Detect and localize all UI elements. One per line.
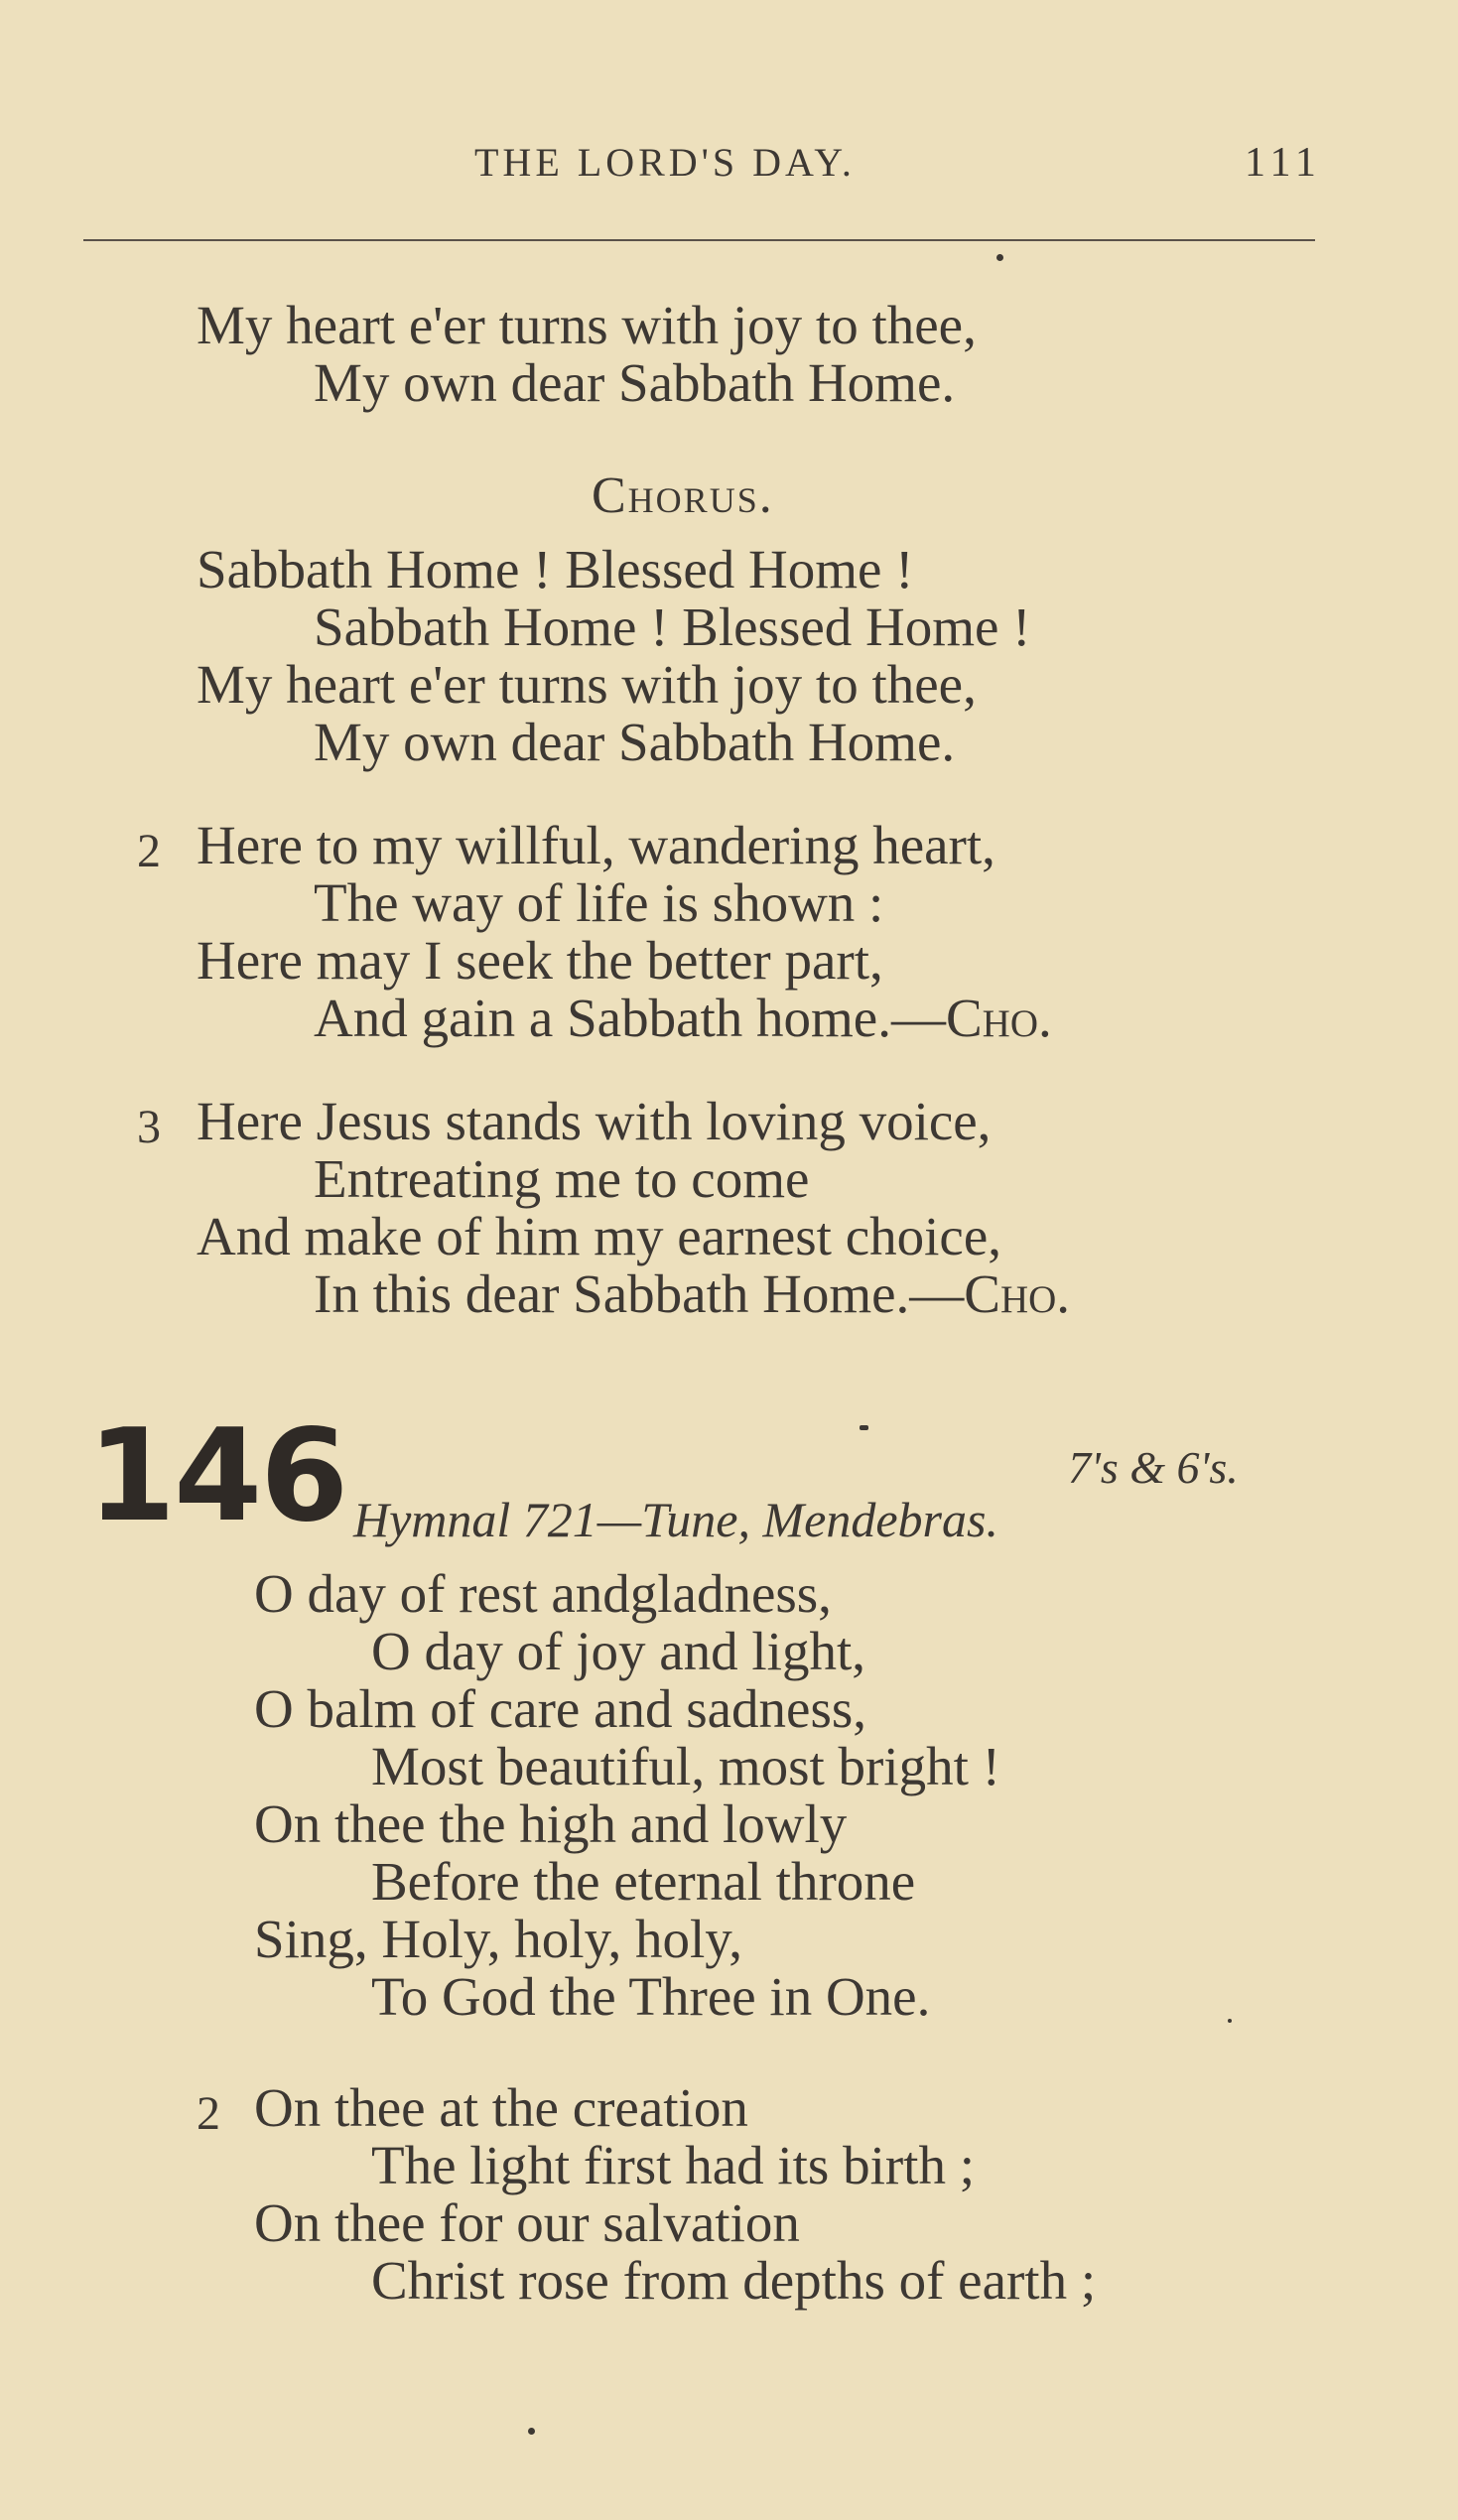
verse-line: And make of him my earnest choice, xyxy=(197,1206,1001,1266)
verse-number: 3 xyxy=(137,1101,161,1153)
chorus-line: Sabbath Home ! Blessed Home ! xyxy=(314,597,1031,657)
verse-line: My own dear Sabbath Home. xyxy=(314,352,956,413)
verse-number: 2 xyxy=(197,2087,220,2140)
verse-line xyxy=(314,989,1052,1048)
verse-line: The light first had its birth ; xyxy=(371,2135,975,2195)
verse-line: Here Jesus stands with loving voice, xyxy=(197,1091,992,1151)
verse-line: Most beautiful, most bright ! xyxy=(371,1736,1000,1796)
running-title: THE LORD'S DAY. xyxy=(474,140,856,185)
verse-line: Sing, Holy, holy, holy, xyxy=(254,1909,742,1969)
verse-line: Entreating me to come xyxy=(314,1148,810,1209)
print-speck xyxy=(528,2428,535,2435)
verse-line: On thee at the creation xyxy=(254,2077,748,2138)
print-speck xyxy=(996,254,1003,261)
verse-line: Before the eternal throne xyxy=(371,1851,916,1912)
chorus-cue: Cho. xyxy=(945,988,1052,1048)
chorus-line: Sabbath Home ! Blessed Home ! xyxy=(197,539,914,599)
verse-line: O day of joy and light, xyxy=(371,1621,865,1681)
chorus-label: Chorus. xyxy=(592,467,774,524)
verse-line xyxy=(314,1264,1070,1324)
verse-line: The way of life is shown : xyxy=(314,872,884,933)
verse-line: On thee the high and lowly xyxy=(254,1793,848,1854)
chorus-line: My own dear Sabbath Home. xyxy=(314,712,956,772)
page-number: 111 xyxy=(1245,140,1322,186)
verse-line: O day of rest andgladness, xyxy=(254,1563,832,1624)
verse-text: And gain a Sabbath home.— xyxy=(314,988,946,1048)
tune-reference: Hymnal 721—Tune, Mendebras. xyxy=(353,1492,998,1547)
verse-line: Here may I seek the better part, xyxy=(197,930,883,991)
chorus-line: My heart e'er turns with joy to thee, xyxy=(197,654,977,715)
verse-line: My heart e'er turns with joy to thee, xyxy=(197,295,977,355)
print-speck xyxy=(1228,2019,1232,2023)
verse-number: 2 xyxy=(137,825,161,877)
header-rule xyxy=(83,239,1315,241)
verse-line: Christ rose from depths of earth ; xyxy=(371,2250,1097,2311)
verse-text: In this dear Sabbath Home.— xyxy=(314,1263,965,1324)
hymn-meter: 7's & 6's. xyxy=(1068,1442,1239,1493)
verse-line: To God the Three in One. xyxy=(371,1966,931,2027)
print-speck xyxy=(860,1425,868,1430)
verse-line: O balm of care and sadness, xyxy=(254,1678,867,1739)
verse-line: Here to my willful, wandering heart, xyxy=(197,815,995,875)
chorus-cue: Cho. xyxy=(964,1263,1071,1324)
verse-line: On thee for our salvation xyxy=(254,2192,800,2253)
hymn-number: 146 xyxy=(87,1402,347,1550)
